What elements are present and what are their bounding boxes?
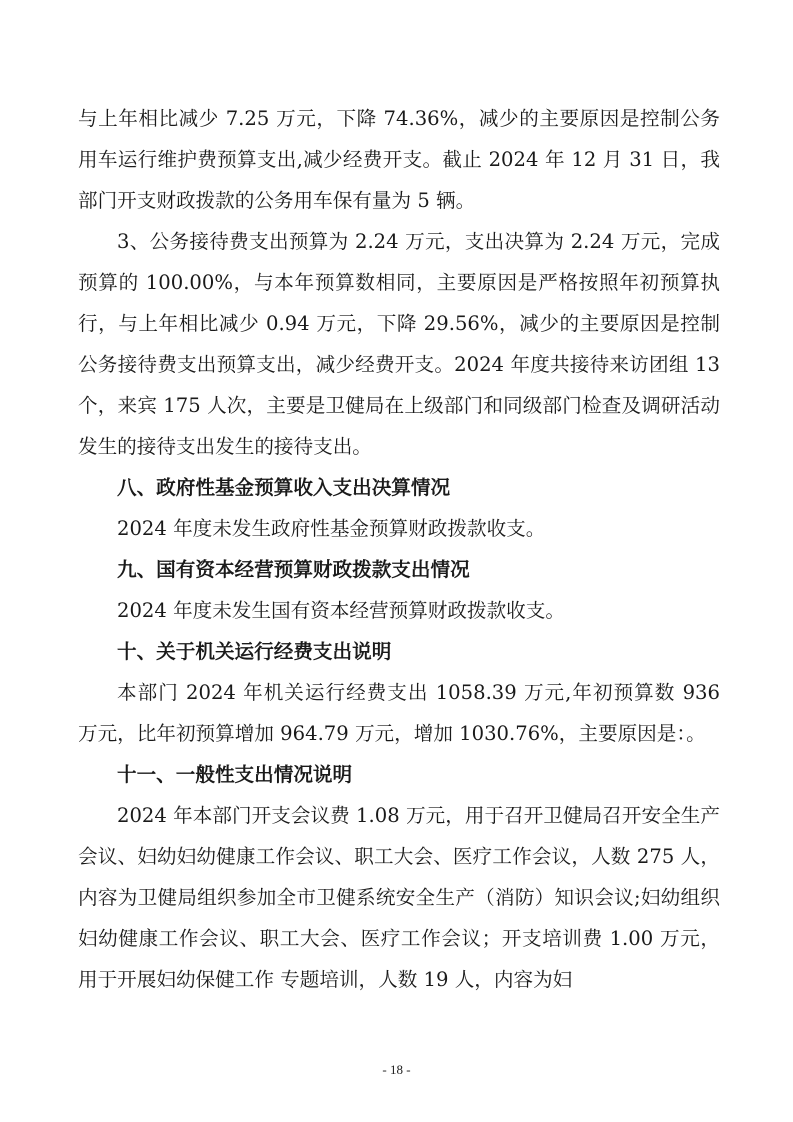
heading-government-fund: 八、政府性基金预算收入支出决算情况: [117, 476, 451, 499]
heading-state-capital: 九、国有资本经营预算财政拨款支出情况: [117, 558, 470, 581]
paragraph-government-fund: 2024 年度未发生政府性基金预算财政拨款收支。: [117, 517, 546, 540]
page-number: - 18 -: [382, 1062, 411, 1077]
heading-general-expense: 十一、一般性支出情况说明: [117, 763, 353, 786]
paragraph-state-capital: 2024 年度未发生国有资本经营预算财政拨款收支。: [117, 599, 565, 622]
paragraph-operating-expense: 本部门 2024 年机关运行经费支出 1058.39 万元,年初预算数 936 万元，比年初预算增加 964.79 万元，增加 1030.76%，主要原因是：。: [78, 681, 720, 745]
paragraph-reception-expense: 3、公务接待费支出预算为 2.24 万元，支出决算为 2.24 万元，完成预算的 100.00%，与本年预算数相同，主要原因是严格按照年初预算执行，与上年相比减少 0.94 万元，下降 29.56%，减少的主要原因是控制公务接待费支出预算支出，减少经费开支。2024 年度共接待来访团组 13 个，来宾 175 人次，主要是卫健局在上级部门和同级部门检查及调研活动发生的接待支出发生的接待支出。: [78, 230, 720, 458]
document-body: [78, 98, 720, 1000]
paragraph-general-expense: 2024 年本部门开支会议费 1.08 万元，用于召开卫健局召开安全生产会议、妇幼妇幼健康工作会议、职工大会、医疗工作会议，人数 275 人，内容为卫健局组织参加全市卫健系统安全生产（消防）知识会议;妇幼组织妇幼健康工作会议、职工大会、医疗工作会议；开支培训费 1.00 万元，用于开展妇幼保健工作 专题培训，人数 19 人，内容为妇: [78, 804, 720, 991]
heading-operating-expense: 十、关于机关运行经费支出说明: [117, 640, 392, 663]
paragraph-vehicle-expense: 与上年相比减少 7.25 万元，下降 74.36%，减少的主要原因是控制公务用车运行维护费预算支出,减少经费开支。截止 2024 年 12 月 31 日，我部门开支财政拨款的公务用车保有量为 5 辆。: [78, 107, 720, 212]
